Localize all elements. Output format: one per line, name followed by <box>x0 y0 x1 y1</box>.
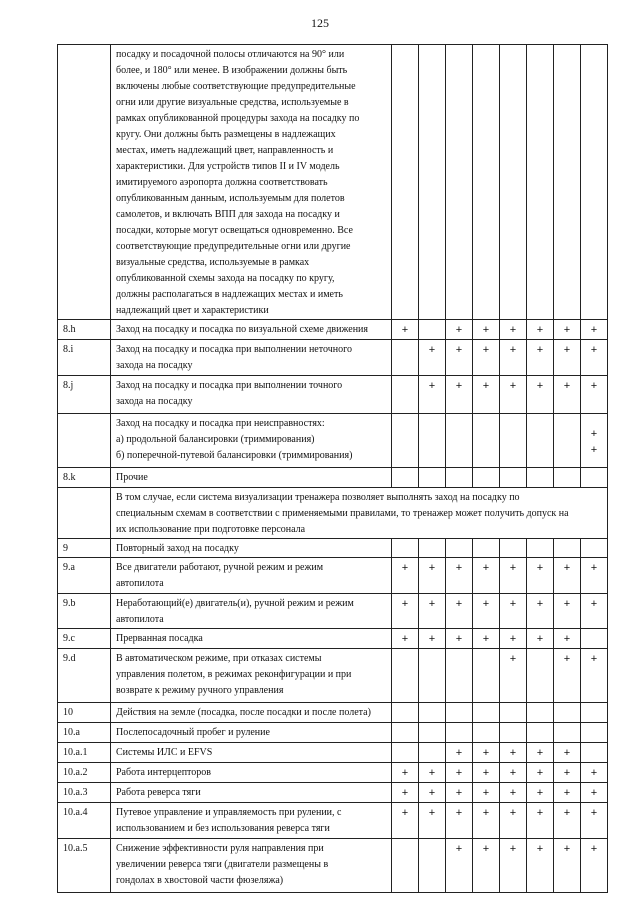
level-mark <box>392 45 419 320</box>
level-mark: + <box>419 376 446 414</box>
level-mark: + <box>392 629 419 649</box>
level-mark <box>392 743 419 763</box>
level-mark: + <box>419 803 446 839</box>
level-mark <box>554 414 581 468</box>
level-mark: + <box>554 629 581 649</box>
table-row <box>58 629 608 649</box>
level-mark <box>392 703 419 723</box>
level-mark: + <box>419 594 446 629</box>
level-mark: + <box>446 340 473 376</box>
description-line: Повторный заход на посадку <box>116 543 239 554</box>
row-number: 8.i <box>58 340 111 376</box>
level-mark: + <box>527 594 554 629</box>
level-mark: + <box>581 376 608 414</box>
level-mark: + <box>446 803 473 839</box>
level-mark <box>527 468 554 488</box>
level-mark: + <box>500 340 527 376</box>
row-description <box>111 723 392 743</box>
row-description <box>111 594 392 629</box>
level-mark <box>500 45 527 320</box>
level-mark: + <box>473 803 500 839</box>
level-mark <box>527 45 554 320</box>
level-mark <box>500 468 527 488</box>
requirements-table <box>57 44 608 893</box>
description-line: захода на посадку <box>116 360 193 371</box>
description-line: должны располагаться в надлежащих местах и иметь <box>116 289 343 300</box>
level-mark: + <box>581 763 608 783</box>
level-mark <box>446 414 473 468</box>
level-mark: + + <box>581 414 608 468</box>
row-description <box>111 649 392 703</box>
row-number: 10.a.5 <box>58 839 111 893</box>
description-line: Работа реверса тяги <box>116 787 201 798</box>
level-mark <box>581 743 608 763</box>
description-line: управления полетом, в режимах реконфигурации и при <box>116 669 352 680</box>
level-mark: + <box>473 839 500 893</box>
row-description <box>111 320 392 340</box>
level-mark <box>392 414 419 468</box>
level-mark: + <box>446 558 473 594</box>
level-mark <box>392 468 419 488</box>
level-mark <box>446 45 473 320</box>
level-mark: + <box>554 340 581 376</box>
level-mark: + <box>500 629 527 649</box>
description-line: их использование при подготовке персонала <box>116 524 306 535</box>
description-line: автопилота <box>116 578 164 589</box>
level-mark <box>554 45 581 320</box>
level-mark: + <box>500 320 527 340</box>
description-line: самолетов, и включать ВПП для захода на посадку и <box>116 209 340 220</box>
table-row <box>58 468 608 488</box>
description-line: опубликованным данным, используемым для полетов <box>116 193 345 204</box>
level-mark <box>446 703 473 723</box>
description-line: а) продольной балансировки (триммирования) <box>116 434 315 445</box>
description-line: опубликованной схемы захода на посадку по кругу, <box>116 273 335 284</box>
level-mark: + <box>419 340 446 376</box>
level-mark: + <box>473 743 500 763</box>
description-line: возврате к режиму ручного управления <box>116 685 284 696</box>
level-mark: + <box>473 629 500 649</box>
level-mark: + <box>500 783 527 803</box>
level-mark: + <box>527 629 554 649</box>
level-mark: + <box>446 839 473 893</box>
table-row <box>58 340 608 376</box>
level-mark <box>392 839 419 893</box>
table-row <box>58 488 608 539</box>
level-mark: + <box>446 376 473 414</box>
level-mark <box>581 539 608 558</box>
level-mark: + <box>554 763 581 783</box>
row-number: 10.a.4 <box>58 803 111 839</box>
description-line: Прочие <box>116 472 148 483</box>
level-mark: + <box>473 558 500 594</box>
level-mark <box>446 649 473 703</box>
description-line: Действия на земле (посадка, после посадки и после полета) <box>116 707 371 718</box>
description-line: Системы ИЛС и EFVS <box>116 747 213 758</box>
level-mark <box>419 468 446 488</box>
row-description <box>111 376 392 414</box>
level-mark: + <box>527 803 554 839</box>
level-mark <box>554 539 581 558</box>
level-mark <box>446 539 473 558</box>
row-description <box>111 45 392 320</box>
table-row <box>58 803 608 839</box>
table-row <box>58 376 608 414</box>
level-mark: + <box>500 558 527 594</box>
table-row <box>58 763 608 783</box>
level-mark: + <box>581 320 608 340</box>
level-mark: + <box>554 783 581 803</box>
description-line: Заход на посадку и посадка при выполнении неточного <box>116 344 352 355</box>
description-line: автопилота <box>116 614 164 625</box>
level-mark <box>500 723 527 743</box>
table-row <box>58 320 608 340</box>
description-line: Работа интерцепторов <box>116 767 211 778</box>
level-mark <box>419 839 446 893</box>
level-mark: + <box>500 594 527 629</box>
level-mark <box>527 723 554 743</box>
level-mark: + <box>500 839 527 893</box>
level-mark: + <box>419 558 446 594</box>
level-mark <box>554 723 581 743</box>
level-mark: + <box>392 783 419 803</box>
level-mark: + <box>581 839 608 893</box>
level-mark: + <box>554 376 581 414</box>
row-number: 10 <box>58 703 111 723</box>
level-mark <box>473 539 500 558</box>
level-mark: + <box>446 763 473 783</box>
row-description <box>111 558 392 594</box>
description-line: Неработающий(е) двигатель(и), ручной режим и режим <box>116 598 354 609</box>
level-mark <box>473 45 500 320</box>
description-line: Заход на посадку и посадка по визуальной схеме движения <box>116 324 369 335</box>
description-line: специальным схемам в соответствии с применяемыми правилами, то тренажер может получить допуск на <box>116 508 569 519</box>
level-mark <box>392 539 419 558</box>
row-number: 10.a.1 <box>58 743 111 763</box>
description-line: Снижение эффективности руля направления при <box>116 843 324 854</box>
level-mark <box>581 723 608 743</box>
level-mark <box>419 703 446 723</box>
description-line: Прерванная посадка <box>116 633 203 644</box>
row-number: 8.h <box>58 320 111 340</box>
row-description <box>111 743 392 763</box>
description-line: имитируемого аэропорта должна соответствовать <box>116 177 328 188</box>
row-description <box>111 488 608 539</box>
description-line: включены любые соответствующие предупредительные <box>116 81 356 92</box>
level-mark <box>446 723 473 743</box>
description-line: захода на посадку <box>116 396 193 407</box>
description-line: надлежащий цвет и характеристики <box>116 305 269 316</box>
description-line: Заход на посадку и посадка при выполнении точного <box>116 380 343 391</box>
level-mark <box>392 340 419 376</box>
level-mark <box>581 703 608 723</box>
level-mark: + <box>554 558 581 594</box>
level-mark: + <box>473 783 500 803</box>
level-mark <box>419 539 446 558</box>
level-mark: + <box>392 320 419 340</box>
level-mark: + <box>446 629 473 649</box>
level-mark: + <box>473 320 500 340</box>
level-mark: + <box>446 594 473 629</box>
table-row <box>58 703 608 723</box>
level-mark: + <box>419 629 446 649</box>
level-mark <box>446 468 473 488</box>
table-row <box>58 783 608 803</box>
row-description <box>111 340 392 376</box>
level-mark: + <box>554 743 581 763</box>
level-mark: + <box>527 340 554 376</box>
row-number: 9.a <box>58 558 111 594</box>
table-body <box>58 45 608 893</box>
description-line: В автоматическом режиме, при отказах системы <box>116 653 322 664</box>
level-mark <box>554 468 581 488</box>
row-number: 9.b <box>58 594 111 629</box>
description-line: огни или другие визуальные средства, используемые в <box>116 97 349 108</box>
level-mark: + <box>527 320 554 340</box>
level-mark: + <box>581 558 608 594</box>
row-description <box>111 839 392 893</box>
row-number: 10.a.3 <box>58 783 111 803</box>
level-mark <box>500 414 527 468</box>
level-mark: + <box>554 649 581 703</box>
table-row <box>58 839 608 893</box>
level-mark <box>527 649 554 703</box>
level-mark: + <box>527 763 554 783</box>
description-line: рамках опубликованной процедуры захода на посадку по <box>116 113 360 124</box>
row-description <box>111 703 392 723</box>
level-mark <box>527 539 554 558</box>
level-mark: + <box>554 803 581 839</box>
level-mark <box>473 723 500 743</box>
level-mark <box>419 320 446 340</box>
level-mark: + <box>554 594 581 629</box>
level-mark: + <box>500 376 527 414</box>
level-mark: + <box>500 649 527 703</box>
row-number <box>58 414 111 468</box>
description-line: визуальные средства, используемые в рамках <box>116 257 310 268</box>
level-mark: + <box>473 594 500 629</box>
description-line: Послепосадочный пробег и руление <box>116 727 270 738</box>
table-row <box>58 649 608 703</box>
description-line: посадку и посадочной полосы отличаются на 90° или <box>116 49 345 60</box>
row-number: 10.a.2 <box>58 763 111 783</box>
level-mark <box>500 539 527 558</box>
level-mark: + <box>473 340 500 376</box>
level-mark: + <box>419 783 446 803</box>
description-line: Все двигатели работают, ручной режим и режим <box>116 562 324 573</box>
level-mark: + <box>392 763 419 783</box>
level-mark: + <box>527 839 554 893</box>
level-mark <box>581 45 608 320</box>
description-line: кругу. Они должны быть размещены в надлежащих <box>116 129 336 140</box>
level-mark: + <box>473 376 500 414</box>
level-mark <box>581 468 608 488</box>
level-mark <box>527 414 554 468</box>
table-row <box>58 594 608 629</box>
level-mark <box>473 468 500 488</box>
level-mark: + <box>527 743 554 763</box>
row-description <box>111 414 392 468</box>
level-mark: + <box>581 783 608 803</box>
level-mark: + <box>419 763 446 783</box>
level-mark <box>392 649 419 703</box>
description-line: Заход на посадку и посадка при неисправностях: <box>116 418 325 429</box>
level-mark: + <box>554 839 581 893</box>
level-mark: + <box>527 558 554 594</box>
level-mark <box>581 629 608 649</box>
row-description <box>111 763 392 783</box>
row-number <box>58 488 111 539</box>
level-mark: + <box>446 783 473 803</box>
level-mark <box>527 703 554 723</box>
level-mark <box>392 723 419 743</box>
level-mark <box>419 723 446 743</box>
level-mark: + <box>392 594 419 629</box>
level-mark: + <box>500 803 527 839</box>
level-mark: + <box>446 743 473 763</box>
level-mark: + <box>581 594 608 629</box>
row-number: 9 <box>58 539 111 558</box>
level-mark: + <box>392 558 419 594</box>
table-row <box>58 743 608 763</box>
row-number: 9.c <box>58 629 111 649</box>
level-mark <box>419 45 446 320</box>
level-mark: + <box>581 649 608 703</box>
row-description <box>111 539 392 558</box>
level-mark: + <box>527 783 554 803</box>
level-mark: + <box>500 743 527 763</box>
description-line: более, и 180° или менее. В изображении должны быть <box>116 65 348 76</box>
level-mark: + <box>500 763 527 783</box>
row-number: 9.d <box>58 649 111 703</box>
page-number: 125 <box>311 16 329 30</box>
level-mark <box>419 414 446 468</box>
table-row <box>58 539 608 558</box>
row-number <box>58 45 111 320</box>
row-number: 8.k <box>58 468 111 488</box>
level-mark <box>473 649 500 703</box>
description-line: Путевое управление и управляемость при рулении, с <box>116 807 342 818</box>
row-description <box>111 468 392 488</box>
table-row <box>58 45 608 320</box>
description-line: характеристики. Для устройств типов II и IV модель <box>116 161 340 172</box>
level-mark: + <box>392 803 419 839</box>
description-line: увеличении реверса тяги (двигатели размещены в <box>116 859 329 870</box>
row-number: 8.j <box>58 376 111 414</box>
description-line: местах, иметь надлежащий цвет, направленность и <box>116 145 334 156</box>
description-line: соответствующие предупредительные огни или другие <box>116 241 351 252</box>
level-mark: + <box>473 763 500 783</box>
table-row <box>58 558 608 594</box>
table-row <box>58 414 608 468</box>
description-line: использованием и без использования реверса тяги <box>116 823 330 834</box>
level-mark: + <box>527 376 554 414</box>
level-mark: + <box>554 320 581 340</box>
description-line: В том случае, если система визуализации тренажера позволяет выполнять заход на посадку по <box>116 492 520 503</box>
table-row <box>58 723 608 743</box>
row-number: 10.a <box>58 723 111 743</box>
level-mark <box>473 414 500 468</box>
description-line: гондолах в хвостовой части фюзеляжа) <box>116 875 284 886</box>
level-mark <box>419 743 446 763</box>
description-line: б) поперечной-путевой балансировки (триммирования) <box>116 450 353 461</box>
level-mark: + <box>581 340 608 376</box>
row-description <box>111 783 392 803</box>
level-mark <box>473 703 500 723</box>
level-mark <box>500 703 527 723</box>
row-description <box>111 803 392 839</box>
row-description <box>111 629 392 649</box>
description-line: посадки, которые могут освещаться одновременно. Все <box>116 225 353 236</box>
level-mark <box>392 376 419 414</box>
level-mark: + <box>446 320 473 340</box>
level-mark <box>554 703 581 723</box>
level-mark <box>419 649 446 703</box>
level-mark: + <box>581 803 608 839</box>
